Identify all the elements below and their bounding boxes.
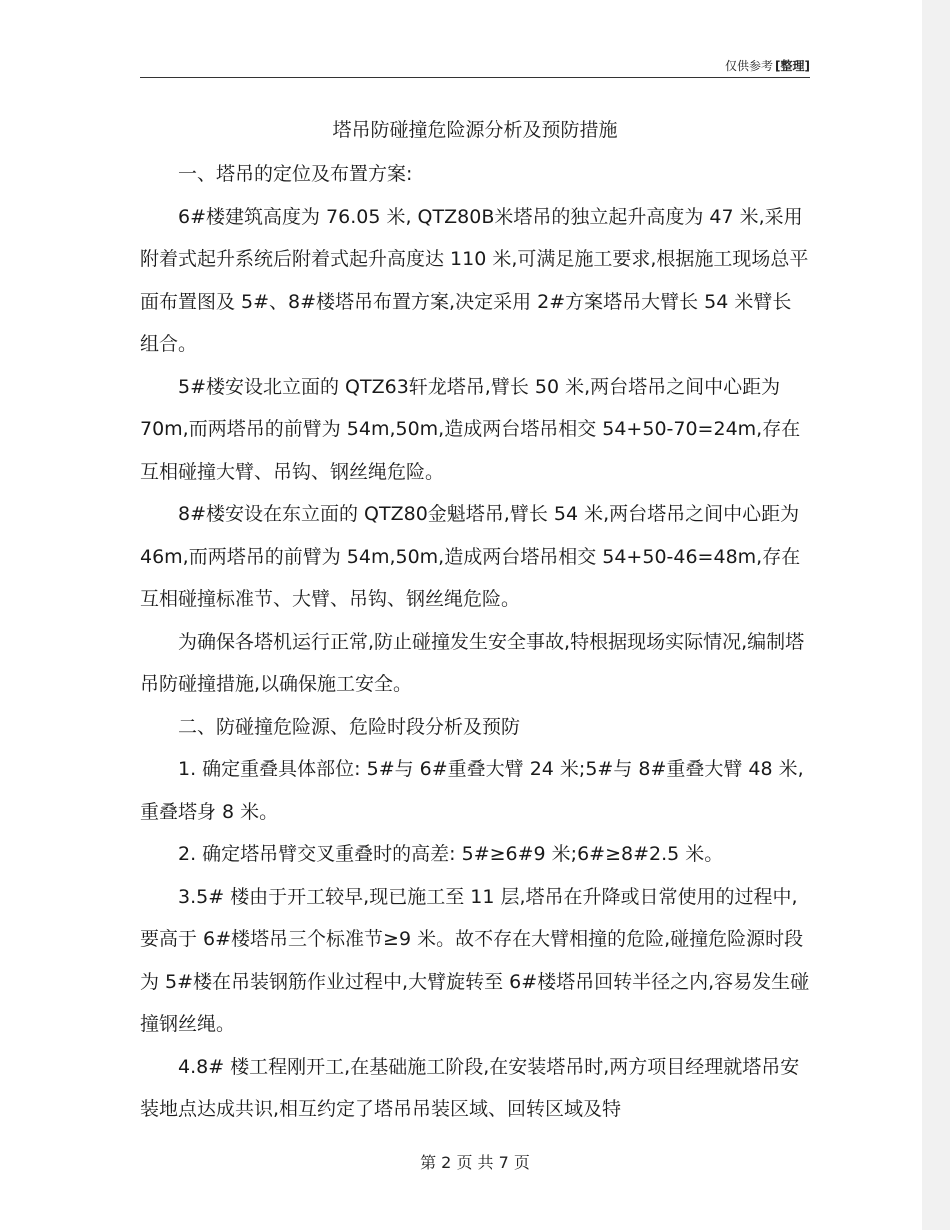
paragraph: 为确保各塔机运行正常,防止碰撞发生安全事故,特根据现场实际情况,编制塔吊防碰撞措施,以确保施工安全。 <box>140 630 805 695</box>
paragraph: 8#楼安设在东立面的 QTZ80金魁塔吊,臂长 54 米,两台塔吊之间中心距为 46m,而两塔吊的前臂为 54m,50m,造成两台塔吊相交 54+50-46=48m,存在互相碰撞标准节、大臂、吊钩、钢丝绳危险。 <box>140 503 801 610</box>
header-note <box>725 57 810 74</box>
document-title: 塔吊防碰撞危险源分析及预防措施 <box>332 119 618 141</box>
header-note-text: 仅供参考 <box>725 59 774 73</box>
header-divider <box>140 77 810 78</box>
section-heading-1: 一、塔吊的定位及布置方案: <box>178 163 413 185</box>
paragraph: 5#楼安设北立面的 QTZ63轩龙塔吊,臂长 50 米,两台塔吊之间中心距为 70m,而两塔吊的前臂为 54m,50m,造成两台塔吊相交 54+50-70=24m,存在互相碰撞大臂、吊钩、钢丝绳危险。 <box>140 375 801 483</box>
document-body <box>140 153 810 1131</box>
list-item: 1. 确定重叠具体部位: 5#与 6#重叠大臂 24 米;5#与 8#重叠大臂 48 米,重叠塔身 8 米。 <box>140 758 804 823</box>
section-heading-2: 二、防碰撞危险源、危险时段分析及预防 <box>178 715 521 738</box>
list-item: 4.8# 楼工程刚开工,在基础施工阶段,在安装塔吊时,两方项目经理就塔吊安装地点达成共识,相互约定了塔吊吊装区域、回转区域及特 <box>140 1055 800 1120</box>
header-note-tag: [整理] <box>775 59 810 73</box>
list-item: 3.5# 楼由于开工较早,现已施工至 11 层,塔吊在升降或日常使用的过程中,要高于 6#楼塔吊三个标准节≥9 米。故不存在大臂相撞的危险,碰撞危险源时段为 5#楼在吊装钢筋作业过程中,大臂旋转至 6#楼塔吊回转半径之内,容易发生碰撞钢丝绳。 <box>140 885 810 1035</box>
list-item: 2. 确定塔吊臂交叉重叠时的高差: 5#≥6#9 米;6#≥8#2.5 米。 <box>178 843 724 865</box>
paragraph: 6#楼建筑高度为 76.05 米, QTZ80B米塔吊的独立起升高度为 47 米,采用附着式起升系统后附着式起升高度达 110 米,可满足施工要求,根据施工现场总平面布置图及 5#、8#楼塔吊布置方案,决定采用 2#方案塔吊大臂长 54 米臂长组合。 <box>140 205 809 355</box>
page-number-footer: 第 2 页 共 7 页 <box>420 1153 530 1172</box>
